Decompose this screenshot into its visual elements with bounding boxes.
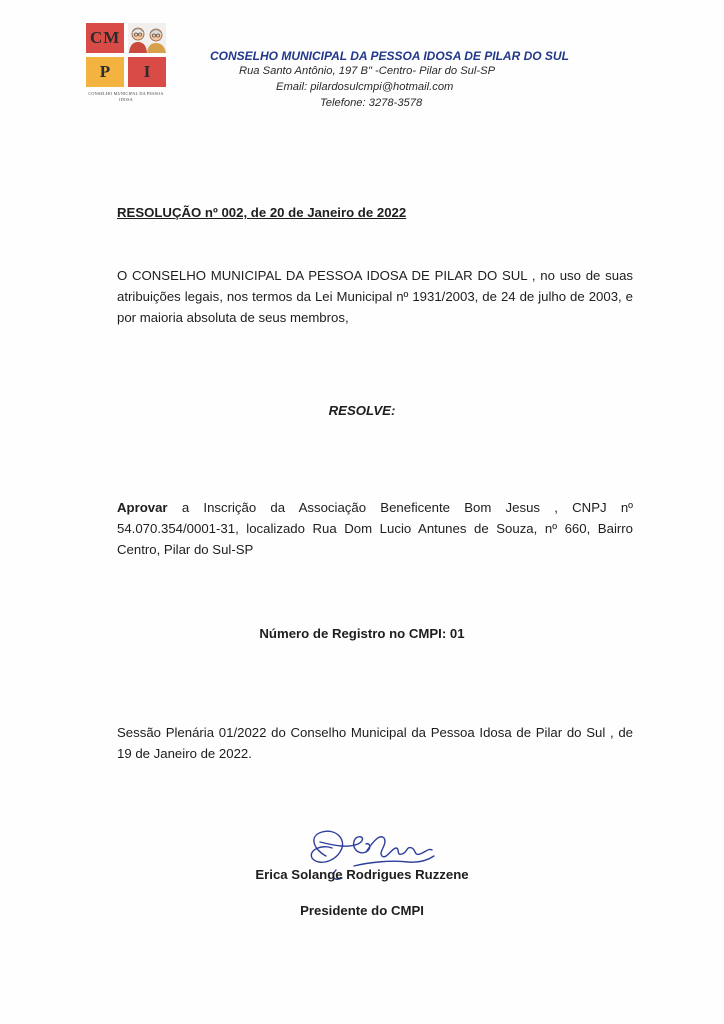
header-address: Rua Santo Antônio, 197 B" -Centro- Pilar do Sul-SP xyxy=(239,65,496,77)
council-name: CONSELHO MUNICIPAL DA PESSOA IDOSA DE PILAR DO SUL xyxy=(210,49,569,63)
approval-paragraph xyxy=(117,497,633,560)
resolve-heading: RESOLVE: xyxy=(328,403,396,418)
logo-letters-cm: CM xyxy=(90,28,121,47)
signer-role: Presidente do CMPI xyxy=(300,903,424,918)
session-paragraph: Sessão Plenária 01/2022 do Conselho Municipal da Pessoa Idosa de Pilar do Sul , de 19 de Janeiro de 2022. xyxy=(117,725,633,761)
approval-text: a Inscrição da Associação Beneficente Bom Jesus , CNPJ nº 54.070.354/0001-31, localizado Rua Dom Lucio Antunes de Souza, nº 660, Bairro Centro, Pilar do Sul-SP xyxy=(117,500,633,557)
preamble-paragraph: O CONSELHO MUNICIPAL DA PESSOA IDOSA DE PILAR DO SUL , no uso de suas atribuições legais, nos termos da Lei Municipal nº 1931/2003, de 24 de julho de 2003, e por maioria absoluta de seus membros, xyxy=(117,268,633,325)
elderly-couple-icon xyxy=(126,25,168,53)
signer-name: Erica Solange Rodrigues Ruzzene xyxy=(255,867,469,882)
resolution-title: RESOLUÇÃO nº 002, de 20 de Janeiro de 2022 xyxy=(117,205,407,220)
approval-keyword: Aprovar xyxy=(117,500,168,515)
header-email: Email: pilardosulcmpi@hotmail.com xyxy=(276,81,454,93)
logo-letter-i: I xyxy=(143,62,151,81)
logo-letter-p: P xyxy=(99,62,111,81)
registry-number: Número de Registro no CMPI: 01 xyxy=(259,626,465,641)
header-phone: Telefone: 3278-3578 xyxy=(320,97,423,109)
cmpi-logo xyxy=(86,23,174,111)
logo-caption: CONSELHO MUNICIPAL DA PESSOA IDOSA xyxy=(88,91,164,102)
